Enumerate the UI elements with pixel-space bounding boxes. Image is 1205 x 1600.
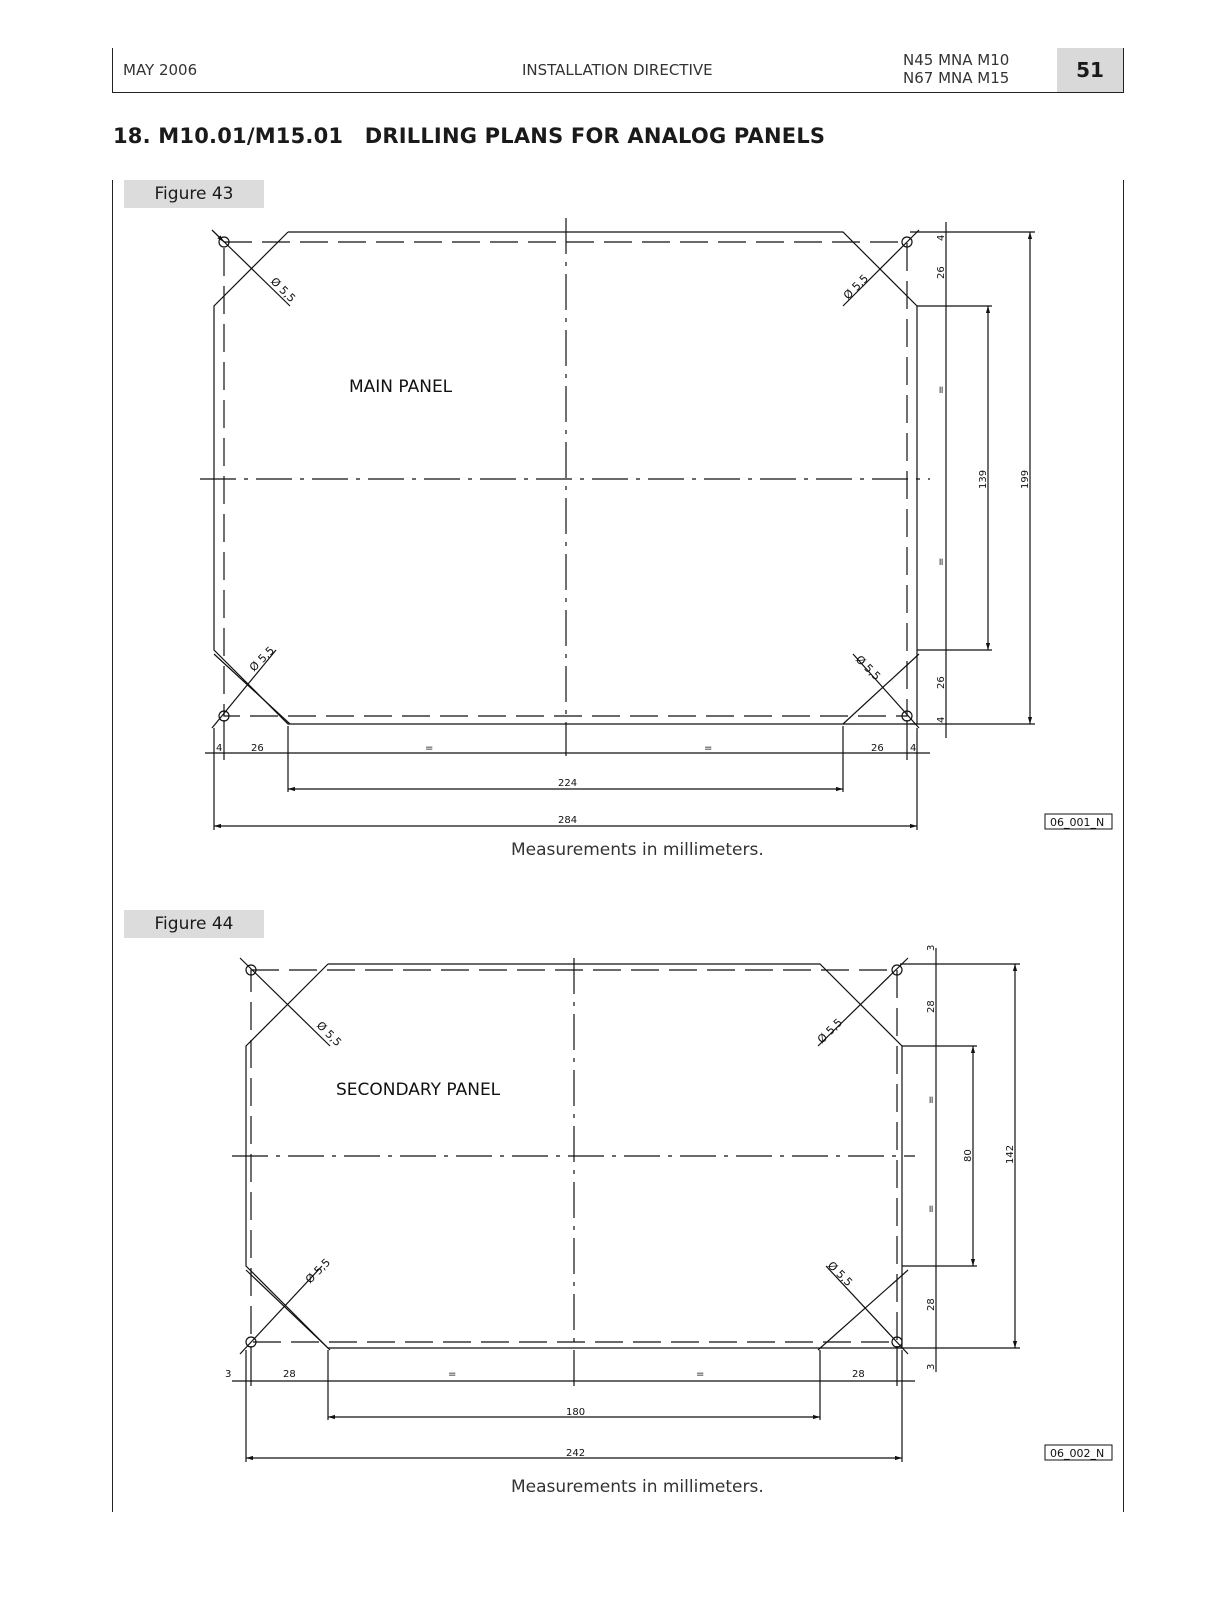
f43-hole-label-bl: Ø 5,5 xyxy=(246,643,278,675)
f44-dim-b-eq-right: = xyxy=(696,1369,705,1380)
header-model-line1: N45 MNA M10 xyxy=(903,51,1010,69)
f43-hole-label-tl: Ø 5,5 xyxy=(267,274,299,306)
f44-dim-r-28-top: 28 xyxy=(926,1000,937,1013)
f43-dim-b-eq-right: = xyxy=(704,743,713,754)
f44-dim-242: 242 xyxy=(566,1448,586,1459)
f43-dim-b-eq-left: = xyxy=(425,743,434,754)
f43-dim-224: 224 xyxy=(558,778,578,789)
figure-44-caption: Measurements in millimeters. xyxy=(511,1477,764,1497)
f44-hole-label-br: Ø 5,5 xyxy=(824,1258,856,1290)
f43-dim-r-4-top: 4 xyxy=(936,234,947,241)
f43-hole-label-br: Ø 5,5 xyxy=(852,652,884,684)
f43-dim-284: 284 xyxy=(558,815,578,826)
f43-dim-r-26-bottom: 26 xyxy=(936,676,947,689)
f43-dim-b-26-right: 26 xyxy=(871,743,884,754)
section-number: 18. M10.01/M15.01 xyxy=(113,124,344,148)
section-title: DRILLING PLANS FOR ANALOG PANELS xyxy=(364,124,826,148)
f44-dim-180: 180 xyxy=(566,1407,586,1418)
f43-dim-r-4-bottom: 4 xyxy=(936,716,947,723)
f44-dim-b-28-left: 28 xyxy=(283,1369,296,1380)
f44-dim-b-eq-left: = xyxy=(448,1369,457,1380)
f44-dim-r-3-top: 3 xyxy=(926,944,937,951)
f43-dim-199: 199 xyxy=(1020,469,1031,489)
f44-panel-label: SECONDARY PANEL xyxy=(336,1080,501,1100)
f43-dim-139: 139 xyxy=(978,469,989,489)
header-model-line2: N67 MNA M15 xyxy=(903,69,1010,87)
f43-dim-r-26-top: 26 xyxy=(936,266,947,279)
f43-dim-b-26-left: 26 xyxy=(251,743,264,754)
f43-dim-r-eq-top: = xyxy=(936,385,947,394)
f44-hole-label-tr: Ø 5,5 xyxy=(814,1015,846,1047)
figure-43-label: Figure 43 xyxy=(124,180,264,208)
page-number: 51 xyxy=(1057,48,1123,92)
f44-dim-b-28-right: 28 xyxy=(852,1369,865,1380)
f44-dim-r-3-bottom: 3 xyxy=(926,1363,937,1370)
figure-44-label: Figure 44 xyxy=(124,910,264,938)
header-doc-title: INSTALLATION DIRECTIVE xyxy=(522,61,713,79)
header-date: MAY 2006 xyxy=(123,61,198,79)
f44-hole-label-bl: Ø 5,5 xyxy=(302,1255,334,1287)
f44-hole-label-tl: Ø 5,5 xyxy=(313,1018,345,1050)
f44-dim-142: 142 xyxy=(1005,1144,1016,1164)
f43-panel-label: MAIN PANEL xyxy=(349,377,453,397)
f43-dim-b-4-left: 4 xyxy=(216,743,223,754)
f43-dim-r-eq-bottom: = xyxy=(936,557,947,566)
f44-dim-r-eq-top: = xyxy=(926,1095,937,1104)
f43-ref-code: 06_001_N xyxy=(1050,816,1105,829)
f44-ref-code: 06_002_N xyxy=(1050,1447,1105,1460)
f44-dim-r-28-bottom: 28 xyxy=(926,1298,937,1311)
figure-43-caption: Measurements in millimeters. xyxy=(511,840,764,860)
f43-hole-label-tr: Ø 5,5 xyxy=(840,271,872,303)
f44-dim-b-3-left: 3 xyxy=(225,1369,232,1380)
f44-dim-r-eq-bottom: = xyxy=(926,1204,937,1213)
f44-dim-80: 80 xyxy=(963,1149,974,1162)
f43-dim-b-4-right: 4 xyxy=(910,743,917,754)
